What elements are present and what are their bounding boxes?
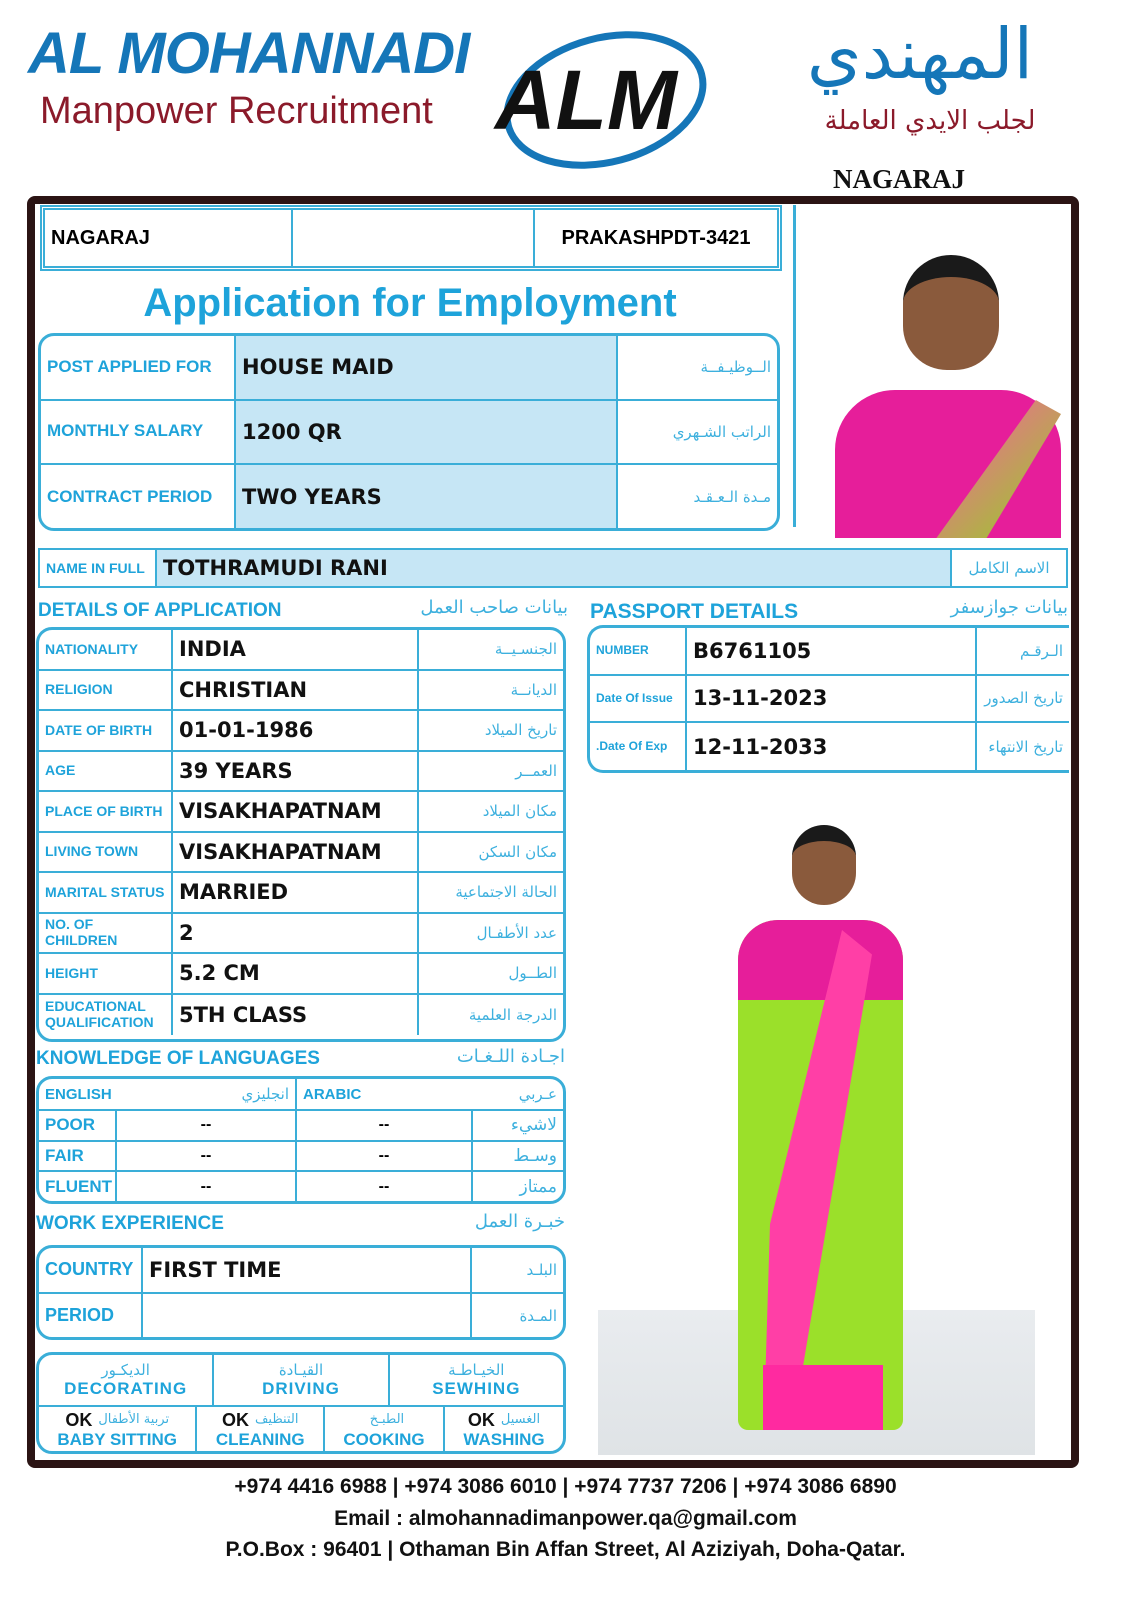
skill-cell — [197, 1407, 325, 1453]
row-value: 2 — [173, 914, 419, 953]
skill-label: CLEANING — [215, 1430, 305, 1449]
languages-title-ar: اجـادة اللـغـات — [456, 1046, 565, 1067]
skill-label-ar: القيـادة — [278, 1360, 324, 1379]
ref-agent: NAGARAJ — [45, 210, 293, 266]
table-row — [39, 954, 563, 995]
row-label-ar: مكان السكن — [478, 842, 557, 861]
passport-title: PASSPORT DETAILS — [590, 600, 799, 623]
skill-label: WASHING — [463, 1430, 545, 1449]
ref-code: PRAKASHPDT-3421 — [561, 226, 751, 249]
skill-top-line — [468, 1410, 540, 1430]
skill-label: SEWHING — [432, 1378, 521, 1398]
language-level-ar: لاشيء — [510, 1115, 557, 1136]
row-label: HEIGHT — [39, 954, 173, 993]
row-label: NO. OF CHILDREN — [39, 914, 173, 953]
english-header-ar: انجليزي — [241, 1085, 289, 1103]
agent-name: NAGARAJ — [833, 164, 965, 194]
footer-email: Email : almohannadimanpower.qa@gmail.com — [334, 1507, 797, 1530]
table-row — [39, 1294, 563, 1340]
row-label-ar: الطــول — [508, 964, 557, 983]
name-row — [38, 548, 1068, 588]
name-value: TOTHRAMUDI RANI — [157, 550, 952, 586]
details-table — [36, 627, 566, 1042]
english-level: -- — [117, 1142, 297, 1171]
language-row — [39, 1142, 563, 1173]
table-row — [590, 676, 1069, 724]
skills-table — [36, 1352, 566, 1454]
passport-table — [587, 625, 1069, 773]
row-value: B6761105 — [687, 628, 977, 674]
row-value: VISAKHAPATNAM — [173, 792, 419, 831]
skill-cell — [214, 1355, 389, 1405]
table-row — [39, 630, 563, 671]
skill-cell — [39, 1355, 214, 1405]
skill-label-ar: التنظيف — [254, 1412, 299, 1427]
row-label: EDUCATIONAL QUALIFICATION — [39, 995, 173, 1036]
row-label: .Date Of Exp — [590, 723, 687, 771]
row-label-ar: الــوظيـفــة — [700, 358, 771, 377]
language-level: POOR — [39, 1111, 117, 1140]
arabic-level: -- — [297, 1172, 473, 1203]
experience-table — [36, 1245, 566, 1340]
row-label: RELIGION — [39, 671, 173, 710]
row-value: 12-11-2033 — [687, 723, 977, 771]
table-row — [39, 995, 563, 1036]
skill-cell — [39, 1407, 197, 1453]
row-label: POST APPLIED FOR — [41, 336, 236, 399]
row-value: 01-01-1986 — [173, 711, 419, 750]
full-body-photo — [598, 820, 1035, 1455]
skill-label-ar: الخيـاطـة — [448, 1360, 505, 1379]
footer-phones: +974 4416 6988 | +974 3086 6010 | +974 7737 7206 | +974 3086 6890 — [234, 1475, 897, 1498]
row-label-ar: مـدة الـعـقـد — [693, 488, 771, 507]
skill-label: DECORATING — [64, 1378, 188, 1398]
row-label-ar: عدد الأطفـال — [476, 923, 557, 942]
language-level-ar: ممتاز — [519, 1177, 557, 1198]
row-label-ar: الديانــة — [510, 680, 557, 699]
row-value: 13-11-2023 — [687, 676, 977, 722]
skill-top-line — [222, 1410, 298, 1430]
skill-mark: OK — [221, 1410, 249, 1430]
english-header: ENGLISH — [45, 1085, 112, 1103]
skill-label-ar: الديكـور — [101, 1360, 150, 1379]
language-level: FLUENT — [39, 1172, 117, 1203]
row-label: NUMBER — [590, 628, 687, 674]
brand-arabic: المهندي — [806, 13, 1034, 95]
brand-english: AL MOHANNADI — [28, 21, 470, 86]
table-row — [41, 401, 777, 466]
passport-title-ar: بيانات جوازسفر — [950, 597, 1068, 618]
details-title: DETAILS OF APPLICATION — [38, 600, 282, 621]
row-label: PLACE OF BIRTH — [39, 792, 173, 831]
job-table — [38, 333, 780, 531]
right-frame-line — [793, 205, 796, 527]
skill-cell — [325, 1407, 445, 1453]
skill-label-ar: الطبـخ — [369, 1412, 405, 1427]
arabic-header: ARABIC — [303, 1085, 362, 1103]
row-label-ar: الـرقـم — [1020, 641, 1063, 660]
language-row — [39, 1172, 563, 1203]
row-label: COUNTRY — [39, 1248, 143, 1292]
footer-address: P.O.Box : 96401 | Othaman Bin Affan Street, Al Aziziyah, Doha-Qatar. — [225, 1538, 906, 1561]
language-level-ar: وسـط — [513, 1145, 557, 1166]
table-row — [39, 873, 563, 914]
row-value: CHRISTIAN — [173, 671, 419, 710]
row-label: CONTRACT PERIOD — [41, 465, 236, 530]
alm-logo — [495, 20, 725, 170]
row-label-ar: الراتب الشـهري — [672, 422, 771, 441]
row-value: VISAKHAPATNAM — [173, 833, 419, 872]
row-label: AGE — [39, 752, 173, 791]
skill-mark: OK — [467, 1410, 495, 1430]
table-row — [39, 671, 563, 712]
language-row — [39, 1111, 563, 1142]
row-label-ar: مكان الميلاد — [482, 802, 557, 821]
brand-subtitle: Manpower Recruitment — [40, 90, 433, 132]
details-title-ar: بيانات صاحب العمل — [420, 597, 568, 618]
languages-title: KNOWLEDGE OF LANGUAGES — [36, 1048, 320, 1069]
ref-middle — [293, 210, 535, 266]
row-value: HOUSE MAID — [236, 336, 618, 399]
table-row — [41, 465, 777, 530]
row-label-ar: المـدة — [519, 1307, 557, 1326]
row-label-ar: البلـد — [526, 1260, 557, 1279]
skill-label: DRIVING — [262, 1378, 340, 1398]
row-value: MARRIED — [173, 873, 419, 912]
row-value: 5.2 CM — [173, 954, 419, 993]
row-value: FIRST TIME — [143, 1248, 472, 1292]
skill-mark: OK — [65, 1410, 93, 1430]
language-level: FAIR — [39, 1142, 117, 1171]
name-label: NAME IN FULL — [40, 550, 157, 586]
skill-cell — [445, 1407, 563, 1453]
row-label: PERIOD — [39, 1294, 143, 1340]
portrait-photo — [835, 250, 1061, 538]
skill-label: BABY SITTING — [57, 1430, 178, 1449]
table-row — [590, 628, 1069, 676]
row-label-ar: تاريخ الصدور — [984, 689, 1063, 708]
row-label-ar: الجنسـيــة — [494, 640, 557, 659]
skill-top-line — [364, 1410, 404, 1430]
skill-cell — [390, 1355, 563, 1405]
english-level: -- — [117, 1111, 297, 1140]
skill-label-ar: تربية الأطفال — [98, 1412, 170, 1427]
arabic-level: -- — [297, 1142, 473, 1171]
row-label-ar: الدرجة العلمية — [468, 1005, 557, 1024]
experience-title: WORK EXPERIENCE — [36, 1213, 224, 1234]
reference-row — [40, 205, 782, 271]
table-row — [39, 792, 563, 833]
row-label: DATE OF BIRTH — [39, 711, 173, 750]
table-row — [41, 336, 777, 401]
row-label: MONTHLY SALARY — [41, 401, 236, 464]
table-row — [590, 723, 1069, 771]
arabic-header-ar: عـربي — [518, 1085, 557, 1103]
skill-label: COOKING — [343, 1430, 425, 1449]
page-title: Application for Employment — [143, 281, 677, 325]
row-value: INDIA — [173, 630, 419, 669]
row-value — [143, 1294, 472, 1340]
row-label: NATIONALITY — [39, 630, 173, 669]
table-row — [39, 833, 563, 874]
row-label-ar: تاريخ الانتهاء — [988, 737, 1063, 756]
arabic-level: -- — [297, 1111, 473, 1140]
table-row — [39, 1248, 563, 1294]
row-value: 5TH CLASS — [173, 995, 419, 1036]
english-level: -- — [117, 1172, 297, 1203]
row-label: LIVING TOWN — [39, 833, 173, 872]
row-label-ar: العمــر — [515, 761, 557, 780]
row-label-ar: تاريخ الميلاد — [484, 721, 557, 740]
skill-top-line — [65, 1410, 169, 1430]
row-label: MARITAL STATUS — [39, 873, 173, 912]
brand-arabic-subtitle: لجلب الايدي العاملة — [824, 106, 1036, 136]
table-row — [39, 752, 563, 793]
name-label-ar: الاسم الكامل — [968, 559, 1050, 577]
table-row — [39, 711, 563, 752]
logo-text: ALM — [495, 53, 677, 147]
row-value: 1200 QR — [236, 401, 618, 464]
row-value: TWO YEARS — [236, 465, 618, 530]
row-label: Date Of Issue — [590, 676, 687, 722]
table-row — [39, 914, 563, 955]
experience-title-ar: خبـرة العمل — [474, 1211, 565, 1232]
row-label-ar: الحالة الاجتماعية — [455, 883, 557, 902]
row-value: 39 YEARS — [173, 752, 419, 791]
languages-table — [36, 1076, 566, 1204]
skill-label-ar: الغسيل — [500, 1412, 541, 1427]
